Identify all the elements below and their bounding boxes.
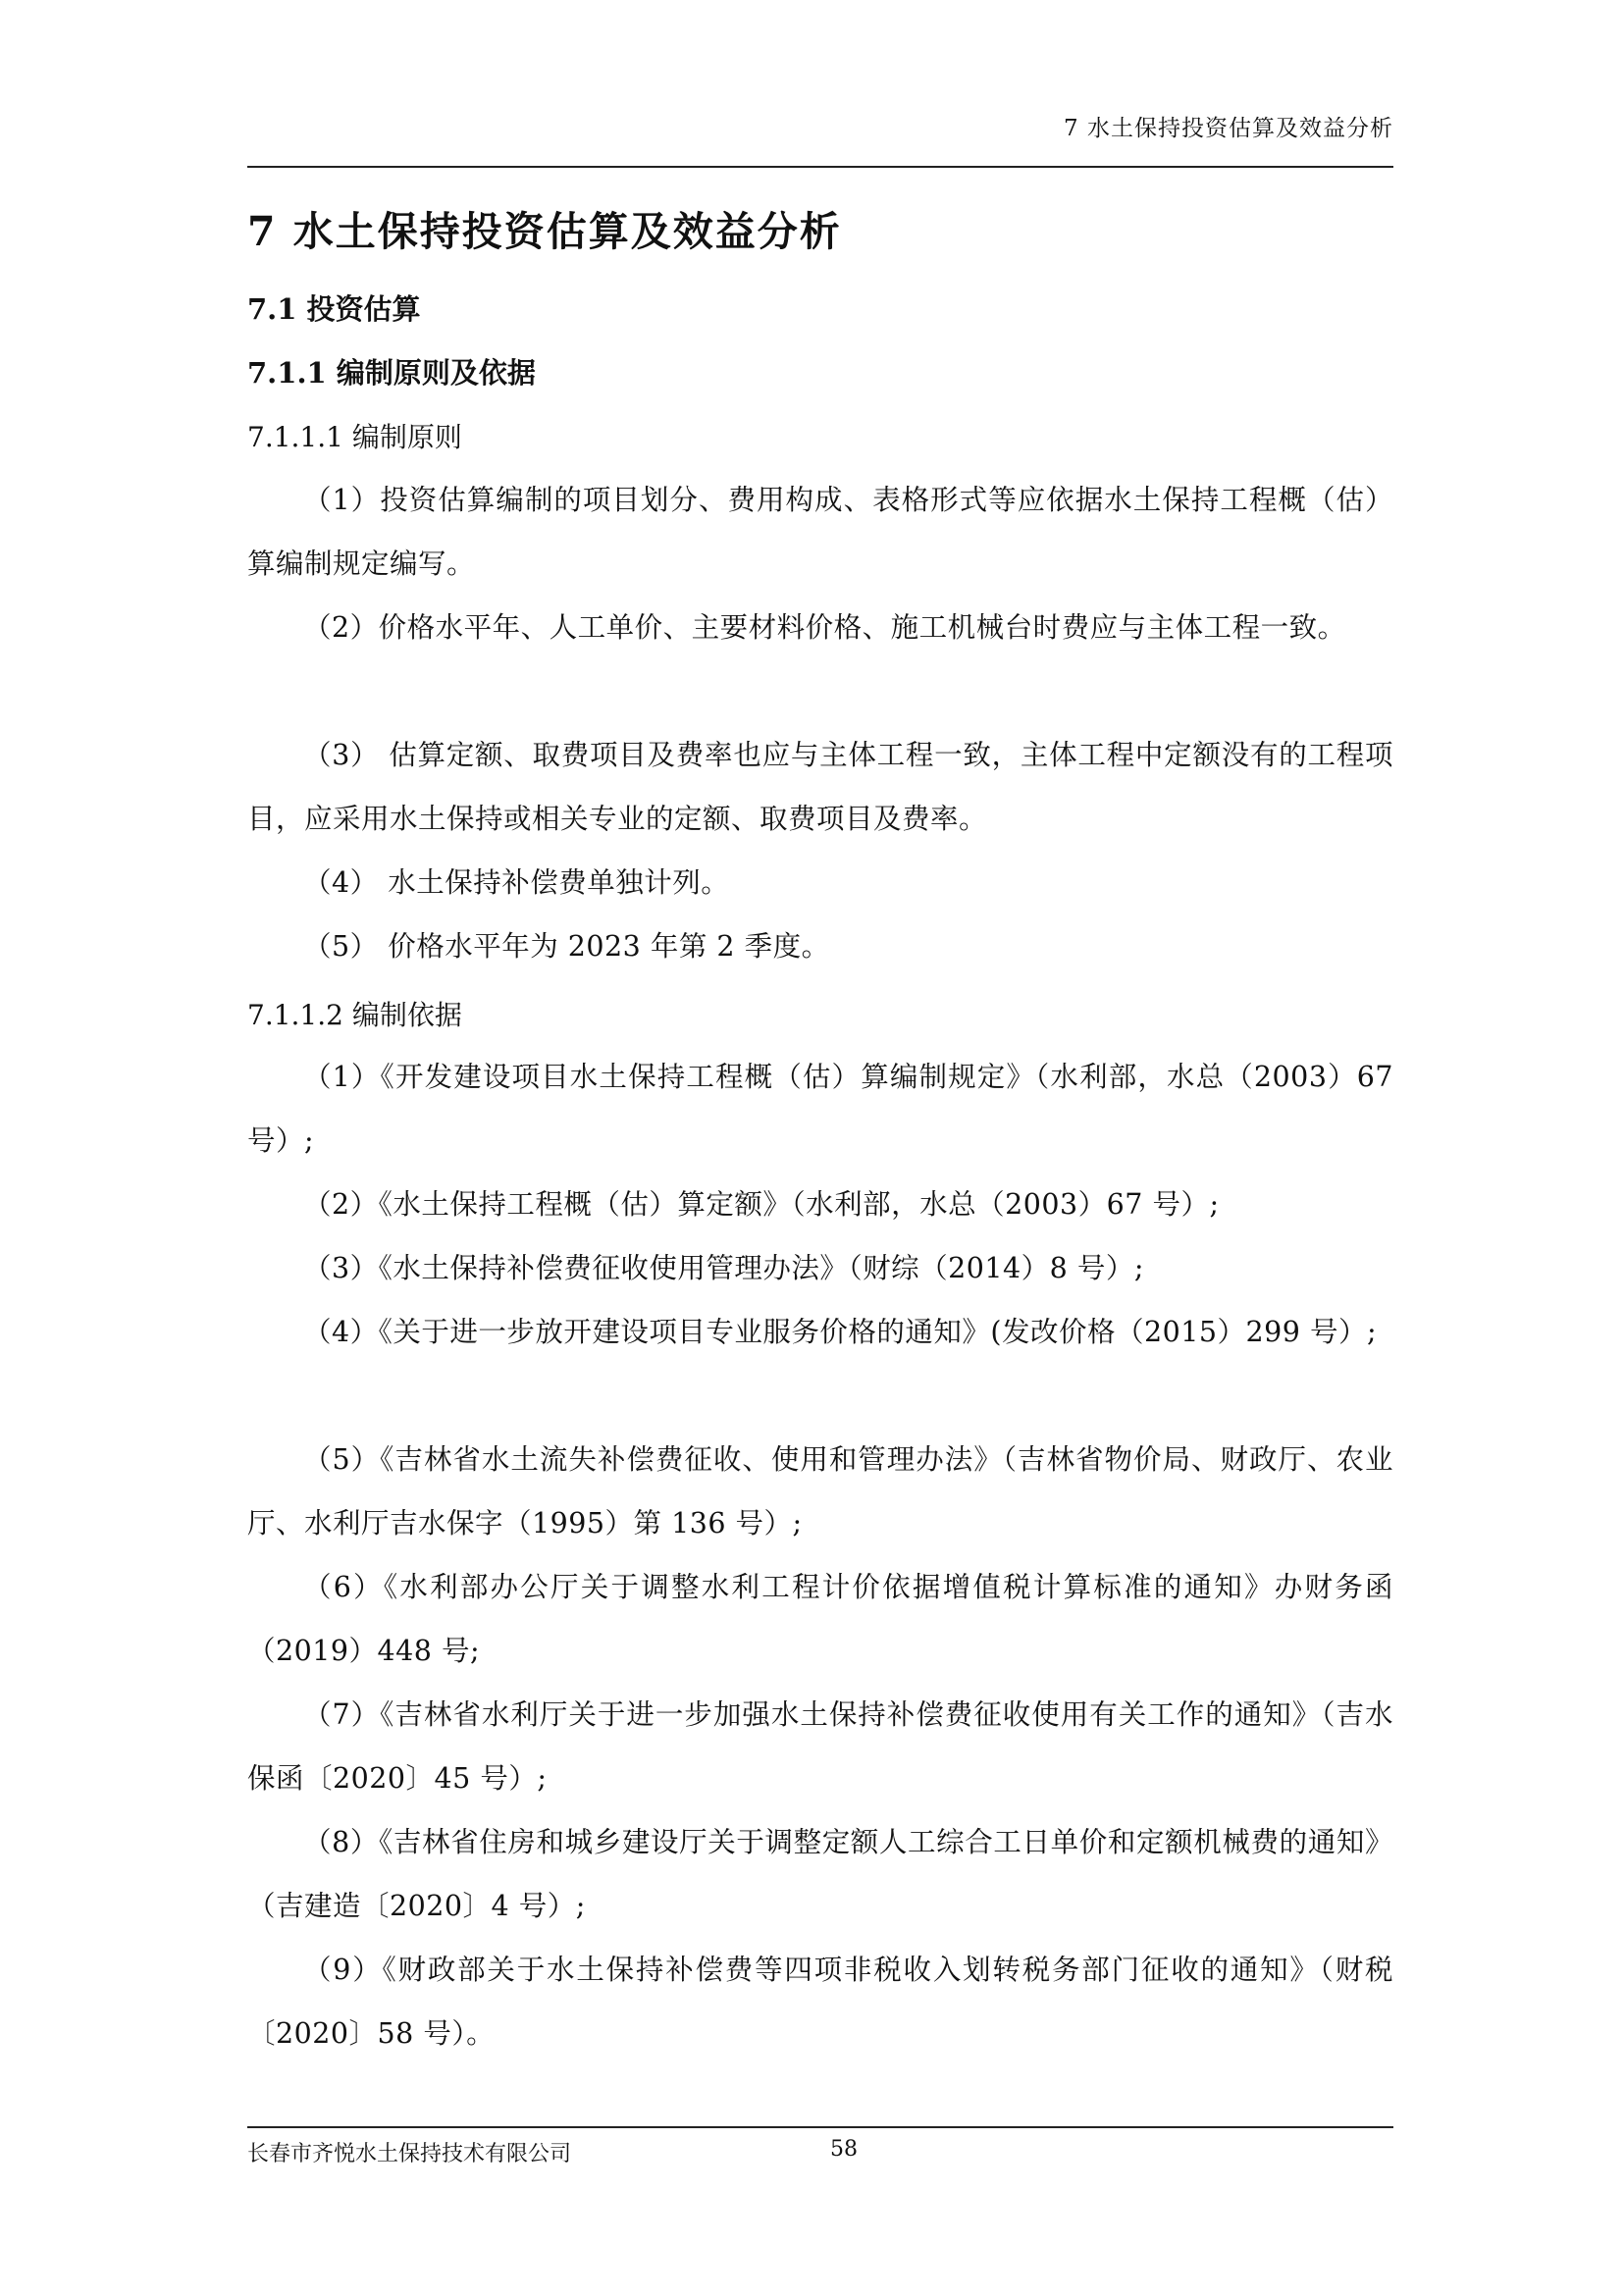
header-divider (247, 166, 1393, 168)
basis-item-4: （4）《关于进一步放开建设项目专业服务价格的通知》(发改价格（2015）299 号）; (303, 1316, 1378, 1348)
footer-company: 长春市齐悦水土保持技术有限公司 (247, 2142, 572, 2166)
footer-divider (247, 2126, 1393, 2128)
principle-item-4: （4） 水土保持补偿费单独计列。 (303, 866, 730, 899)
principle-item-5: （5） 价格水平年为 2023 年第 2 季度。 (303, 930, 830, 963)
basis-item-1: （1）《开发建设项目水土保持工程概（估）算编制规定》（水利部，水总（2003）67 号）; (247, 1061, 1393, 1157)
principles-heading: 7.1.1.1 编制原则 (247, 421, 462, 453)
chapter-title: 7 水土保持投资估算及效益分析 (247, 208, 842, 255)
basis-item-9: （9）《财政部关于水土保持补偿费等四项非税收入划转税务部门征收的通知》（财税〔2020〕58 号）。 (247, 1954, 1393, 2050)
basis-heading: 7.1.1.2 编制依据 (247, 999, 462, 1031)
page-number: 58 (830, 2137, 858, 2162)
principle-item-3: （3） 估算定额、取费项目及费率也应与主体工程一致，主体工程中定额没有的工程项目，应采用水土保持或相关专业的定额、取费项目及费率。 (247, 739, 1393, 835)
basis-item-7: （7）《吉林省水利厅关于进一步加强水土保持补偿费征收使用有关工作的通知》（吉水保函〔2020〕45 号）; (247, 1698, 1393, 1795)
basis-item-2: （2）《水土保持工程概（估）算定额》（水利部，水总（2003）67 号）; (303, 1188, 1220, 1221)
basis-item-3: （3）《水土保持补偿费征收使用管理办法》（财综（2014）8 号）; (303, 1252, 1144, 1284)
running-header: 7 水土保持投资估算及效益分析 (1064, 116, 1393, 141)
basis-item-5: （5）《吉林省水土流失补偿费征收、使用和管理办法》（吉林省物价局、财政厅、农业厅、水利厅吉水保字（1995）第 136 号）; (247, 1443, 1393, 1539)
subsection-heading: 7.1.1 编制原则及依据 (247, 356, 536, 390)
principle-item-2: （2）价格水平年、人工单价、主要材料价格、施工机械台时费应与主体工程一致。 (303, 611, 1346, 644)
basis-item-8: （8）《吉林省住房和城乡建设厅关于调整定额人工综合工日单价和定额机械费的通知》（吉建造〔2020〕4 号）; (247, 1826, 1393, 1922)
section-heading: 7.1 投资估算 (247, 292, 421, 326)
principle-item-1: （1）投资估算编制的项目划分、费用构成、表格形式等应依据水土保持工程概（估）算编制规定编写。 (247, 484, 1393, 580)
basis-item-6: （6）《水利部办公厅关于调整水利工程计价依据增值税计算标准的通知》办财务函（2019）448 号; (247, 1571, 1393, 1667)
